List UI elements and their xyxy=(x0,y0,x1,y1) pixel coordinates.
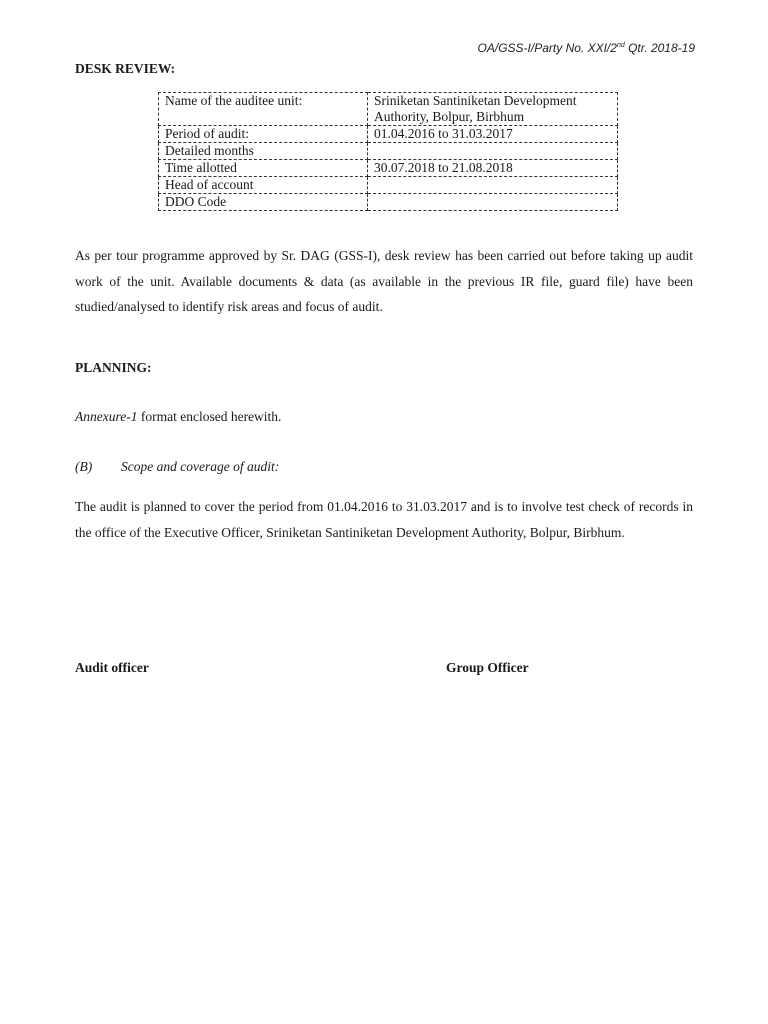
scope-paragraph: The audit is planned to cover the period from 01.04.2016 to 31.03.2017 and is to involve test check of records in the office of the Executive Officer, Sriniketan Santiniketan Development Authority, Bolpur, Birbhum. xyxy=(75,499,693,540)
annexure-line xyxy=(75,409,281,425)
reference-suffix: Qtr. 2018-19 xyxy=(624,41,695,55)
table-label-cell: Name of the auditee unit: xyxy=(159,93,368,126)
scope-subheading xyxy=(75,459,279,475)
table-row xyxy=(159,93,618,126)
table-value-cell xyxy=(368,143,618,160)
audit-officer-signature: Audit officer xyxy=(75,660,149,675)
document-reference xyxy=(478,41,695,55)
reference-prefix: OA/GSS-I/Party No. XXI/2 xyxy=(477,41,617,55)
scope-marker: (B) xyxy=(75,459,93,474)
table-label-cell: Detailed months xyxy=(159,143,368,160)
table-value-cell: 30.07.2018 to 21.08.2018 xyxy=(368,160,618,177)
group-officer-signature: Group Officer xyxy=(446,660,529,675)
table-value-cell: Sriniketan Santiniketan Development Authority, Bolpur, Birbhum xyxy=(368,93,618,126)
table-row xyxy=(159,143,618,160)
desk-review-table xyxy=(158,92,618,211)
desk-review-heading: DESK REVIEW: xyxy=(75,61,176,76)
table-label-cell: Head of account xyxy=(159,177,368,194)
table-value-cell xyxy=(368,177,618,194)
desk-review-paragraph: As per tour programme approved by Sr. DAG (GSS-I), desk review has been carried out before taking up audit work of the unit. Available documents & data (as available in the previous IR file, guard file) have been studied/analysed to identify risk areas and focus of audit. xyxy=(75,248,693,314)
annexure-reference: Annexure-1 xyxy=(75,409,138,424)
planning-heading: PLANNING: xyxy=(75,360,152,375)
table-label-cell: Period of audit: xyxy=(159,126,368,143)
table-row xyxy=(159,177,618,194)
table-row xyxy=(159,194,618,211)
annexure-text: format enclosed herewith. xyxy=(137,409,282,424)
table-value-cell: 01.04.2016 to 31.03.2017 xyxy=(368,126,618,143)
scope-title: Scope and coverage of audit: xyxy=(121,459,280,474)
reference-superscript: nd xyxy=(616,42,625,49)
table-label-cell: Time allotted xyxy=(159,160,368,177)
table-value-cell xyxy=(368,194,618,211)
table-row xyxy=(159,126,618,143)
table-label-cell: DDO Code xyxy=(159,194,368,211)
table-row xyxy=(159,160,618,177)
